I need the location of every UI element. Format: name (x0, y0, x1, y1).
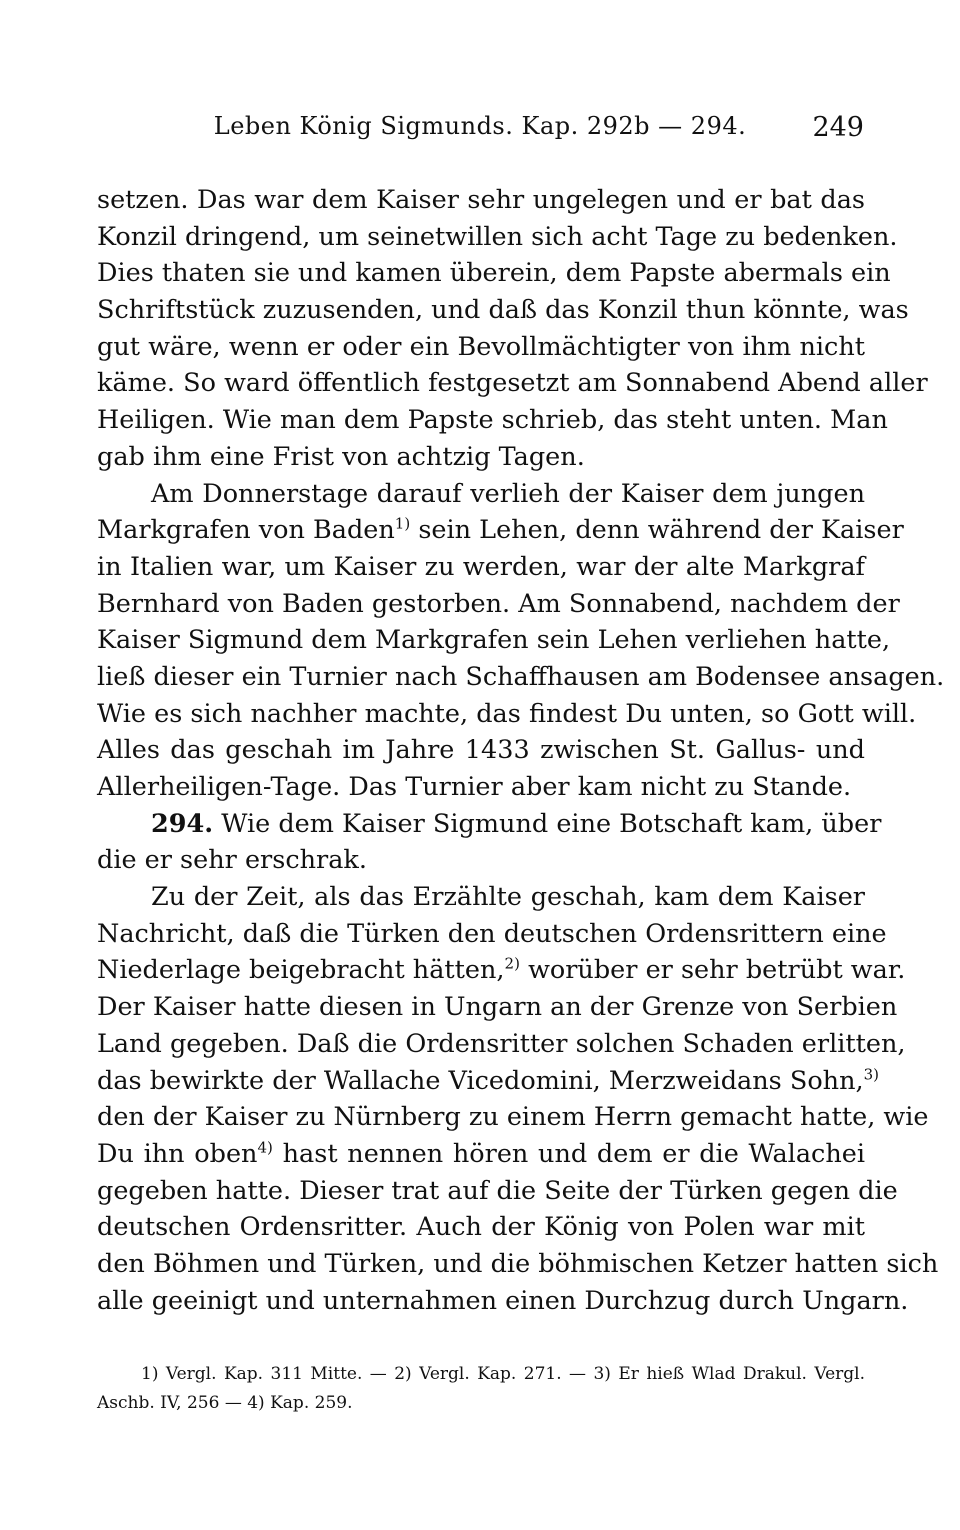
text-line: Wie es sich nachher machte, das findest Du unten, so Gott will. (97, 698, 917, 729)
text-line (97, 1063, 880, 1100)
text-fragment: Niederlage beigebracht hätten, (97, 955, 505, 986)
footnote-ref-2: 2) (504, 954, 520, 973)
text-line: in Italien war, um Kaiser zu werden, war der alte Markgraf (97, 551, 865, 582)
running-head: Leben König Sigmunds. Kap. 292b — 294. (213, 112, 747, 140)
text-line: käme. So ward öffentlich festgesetzt am Sonnabend Abend aller (97, 368, 928, 399)
text-line: Zu der Zeit, als das Erzählte geschah, kam dem Kaiser (151, 882, 865, 913)
text-line (97, 1136, 865, 1173)
text-line: den Böhmen und Türken, und die böhmischen Ketzer hatten sich (97, 1248, 939, 1279)
text-line: deutschen Ordensritter. Auch der König von Polen war mit (97, 1212, 865, 1243)
text-line: Schriftstück zuzusenden, und daß das Konzil thun könnte, was (97, 295, 909, 326)
footnotes (97, 1360, 865, 1418)
chapter-heading (97, 806, 882, 843)
text-line: ließ dieser ein Turnier nach Schaffhausen am Bodensee ansagen. (97, 661, 945, 692)
footnote-line: Aschb. IV, 256 — 4) Kap. 259. (97, 1393, 353, 1413)
text-line: Bernhard von Baden gestorben. Am Sonnabend, nachdem der (97, 588, 900, 619)
text-line: Land gegeben. Daß die Ordensritter solchen Schaden erlitten, (97, 1028, 906, 1059)
text-line: alle geeinigt und unternahmen einen Durchzug durch Ungarn. (97, 1285, 909, 1316)
text-line: Heiligen. Wie man dem Papste schrieb, das steht unten. Man (97, 405, 888, 436)
body-text (97, 182, 945, 1319)
text-line (97, 952, 906, 989)
text-line: Kaiser Sigmund dem Markgrafen sein Lehen verliehen hatte, (97, 625, 891, 656)
text-line: Nachricht, daß die Türken den deutschen Ordensrittern eine (97, 918, 887, 949)
footnote-ref-3: 3) (863, 1065, 880, 1083)
text-line: Dies thaten sie und kamen überein, dem Papste abermals ein (97, 258, 891, 289)
page-header (0, 112, 960, 152)
text-fragment: hast nennen hören und dem er die Walachei (282, 1138, 865, 1169)
text-fragment: worüber er sehr betrübt war. (528, 955, 906, 986)
text-line: Konzil dringend, um seinetwillen sich acht Tage zu bedenken. (97, 221, 898, 252)
text-line: gegeben hatte. Dieser trat auf die Seite der Türken gegen die (97, 1175, 898, 1206)
text-line: gab ihm eine Frist von achtzig Tagen. (97, 441, 585, 472)
text-line: gut wäre, wenn er oder ein Bevollmächtigter von ihm nicht (97, 331, 865, 362)
footnote-ref-1: 1) (394, 514, 411, 533)
text-line: Am Donnerstage darauf verlieh der Kaiser dem jungen (151, 478, 865, 509)
text-fragment: sein Lehen, denn während der Kaiser (418, 515, 904, 546)
text-line: setzen. Das war dem Kaiser sehr ungelegen und er bat das (97, 185, 865, 215)
text-line (97, 512, 904, 549)
chapter-heading-cont: die er sehr erschrak. (97, 845, 367, 876)
text-line: Allerheiligen-Tage. Das Turnier aber kam nicht zu Stande. (97, 772, 852, 802)
text-fragment: das bewirkte der Wallache Vicedomini, Merzweidans Sohn, (97, 1065, 864, 1096)
text-line: den der Kaiser zu Nürnberg zu einem Herrn gemacht hatte, wie (97, 1102, 929, 1133)
text-line: Alles das geschah im Jahre 1433 zwischen St. Gallus- und (97, 735, 865, 766)
text-fragment: Markgrafen von Baden (97, 515, 395, 546)
page-number: 249 (812, 112, 864, 143)
text-fragment: Du ihn oben (97, 1138, 258, 1169)
footnote-ref-4: 4) (257, 1138, 273, 1157)
footnote-line: 1) Vergl. Kap. 311 Mitte. — 2) Vergl. Kap. 271. — 3) Er hieß Wlad Drakul. Vergl. (141, 1364, 865, 1384)
chapter-title: Wie dem Kaiser Sigmund eine Botschaft kam, über (221, 808, 882, 839)
text-line: Der Kaiser hatte diesen in Ungarn an der Grenze von Serbien (97, 992, 898, 1023)
chapter-number: 294. (151, 808, 214, 839)
